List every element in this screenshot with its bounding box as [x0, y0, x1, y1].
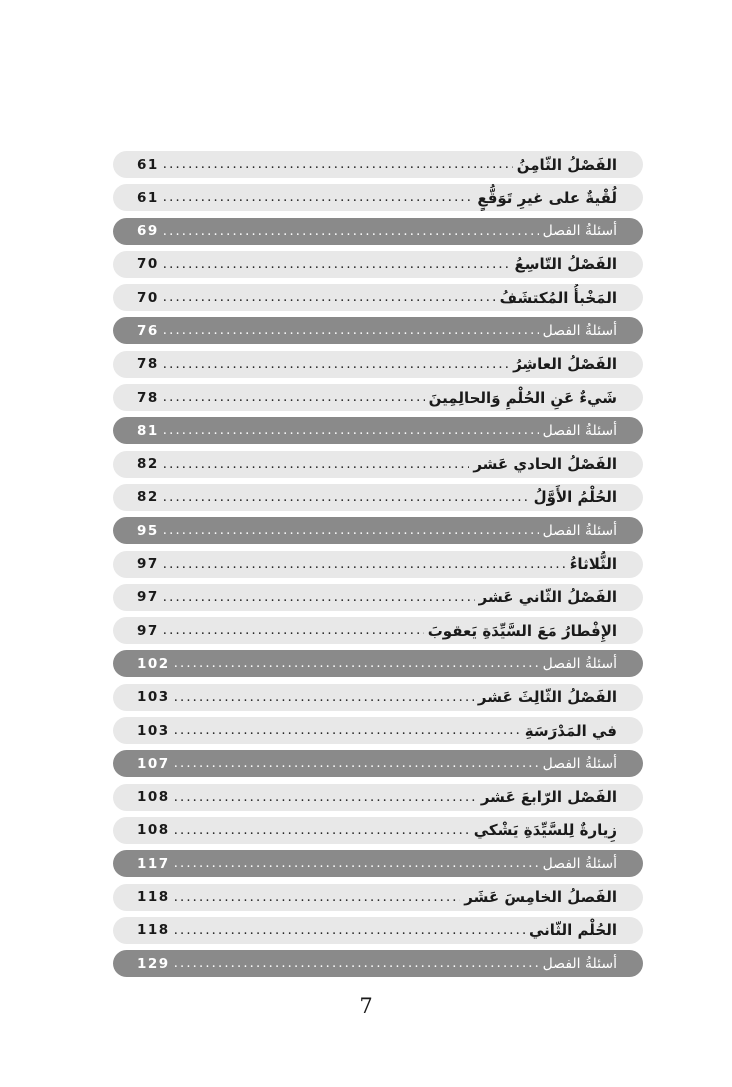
toc-dot-leader: [163, 251, 511, 278]
toc-entry-title: المَخْبأُ المُكتشَفُ: [499, 288, 617, 307]
toc-entry-title: أسئلةُ الفصل: [542, 223, 617, 240]
toc-dot-leader: [174, 950, 539, 977]
toc-row-questions[interactable]: [113, 950, 643, 977]
toc-page-number: 78: [137, 389, 159, 406]
toc-entry-title: الثُّلاثاءُ: [569, 555, 617, 574]
toc-row[interactable]: [113, 384, 643, 411]
toc-dot-leader: [163, 451, 470, 478]
toc-dot-leader: [163, 617, 424, 644]
toc-row-questions[interactable]: [113, 750, 643, 777]
toc-entry-title: زِيارةٌ لِلسَّيِّدَةِ يَشْكي: [473, 821, 617, 840]
toc-page-number: 118: [137, 889, 170, 906]
toc-page-number: 103: [137, 689, 170, 706]
toc-dot-leader: [163, 584, 475, 611]
toc-page-number: 103: [137, 722, 170, 739]
toc-page-number: 97: [137, 622, 159, 639]
toc-row-questions[interactable]: [113, 218, 643, 245]
toc-page-number: 97: [137, 556, 159, 573]
toc-page-number: 95: [137, 522, 159, 539]
toc-dot-leader: [174, 650, 539, 677]
toc-dot-leader: [174, 817, 470, 844]
toc-page-number: 69: [137, 223, 159, 240]
toc-page-number: 82: [137, 489, 159, 506]
toc-dot-leader: [163, 517, 539, 544]
toc-row-questions[interactable]: [113, 650, 643, 677]
toc-entry-title: الفَصْلُ الحادي عَشر: [473, 455, 617, 474]
toc-row-questions[interactable]: [113, 317, 643, 344]
toc-page-number: 108: [137, 822, 170, 839]
page-number: 7: [359, 994, 373, 1018]
toc-entry-title: الفَصْلُ التّاسِعُ: [514, 255, 617, 274]
toc-dot-leader: [174, 850, 539, 877]
toc-dot-leader: [174, 784, 477, 811]
toc-row[interactable]: [113, 717, 643, 744]
toc-row[interactable]: [113, 484, 643, 511]
toc-dot-leader: [163, 218, 539, 245]
toc-row[interactable]: [113, 817, 643, 844]
toc-dot-leader: [163, 551, 566, 578]
toc-dot-leader: [174, 917, 525, 944]
toc-row[interactable]: [113, 584, 643, 611]
toc-page-number: 82: [137, 456, 159, 473]
toc-page-number: 81: [137, 422, 159, 439]
toc-page-number: 61: [137, 189, 159, 206]
toc-row-questions[interactable]: [113, 517, 643, 544]
toc-entry-title: الإِفْطارُ مَعَ السَّيِّدَةِ يَعقوبَ: [427, 621, 617, 640]
toc-entry-title: الفَصْلُ الثّالِثَ عَشر: [477, 688, 617, 707]
toc-entry-title: الفَصْل الرّابعَ عَشر: [480, 788, 617, 807]
toc-page-number: 108: [137, 789, 170, 806]
toc-dot-leader: [174, 717, 521, 744]
toc-row[interactable]: [113, 917, 643, 944]
toc-row[interactable]: [113, 251, 643, 278]
table-of-contents: [113, 151, 643, 983]
toc-row[interactable]: [113, 451, 643, 478]
toc-row[interactable]: [113, 784, 643, 811]
toc-dot-leader: [163, 417, 539, 444]
toc-dot-leader: [174, 684, 474, 711]
toc-row[interactable]: [113, 884, 643, 911]
toc-entry-title: أسئلةُ الفصل: [542, 755, 617, 772]
toc-page-number: 107: [137, 755, 170, 772]
toc-entry-title: أسئلةُ الفصل: [542, 522, 617, 539]
toc-dot-leader: [163, 351, 509, 378]
toc-entry-title: أسئلةُ الفصل: [542, 855, 617, 872]
toc-row[interactable]: [113, 184, 643, 211]
toc-row[interactable]: [113, 351, 643, 378]
toc-entry-title: الفَصْلُ الثّامِنُ: [516, 155, 617, 174]
toc-dot-leader: [163, 151, 513, 178]
toc-entry-title: أسئلةُ الفصل: [542, 322, 617, 339]
toc-page-number: 129: [137, 955, 170, 972]
toc-entry-title: في المَدْرَسَةِ: [524, 721, 617, 740]
toc-entry-title: الفَصْلُ العاشِرُ: [513, 355, 617, 374]
toc-entry-title: أسئلةُ الفصل: [542, 955, 617, 972]
toc-row[interactable]: [113, 684, 643, 711]
toc-entry-title: الفَصْلُ الثّاني عَشر: [478, 588, 617, 607]
toc-page-number: 76: [137, 322, 159, 339]
toc-row[interactable]: [113, 151, 643, 178]
toc-dot-leader: [174, 884, 461, 911]
toc-entry-title: شَيءٌ عَنِ الحُلْمِ وَالحالِمِينَ: [428, 388, 617, 407]
toc-row-questions[interactable]: [113, 850, 643, 877]
toc-entry-title: الحُلْمُ الأَوَّلُ: [533, 488, 617, 507]
toc-dot-leader: [163, 384, 425, 411]
toc-page-number: 97: [137, 589, 159, 606]
toc-page-number: 118: [137, 922, 170, 939]
toc-row[interactable]: [113, 284, 643, 311]
toc-dot-leader: [163, 484, 530, 511]
toc-page-number: 117: [137, 855, 170, 872]
toc-entry-title: أسئلةُ الفصل: [542, 422, 617, 439]
toc-page-number: 102: [137, 655, 170, 672]
toc-dot-leader: [163, 284, 496, 311]
toc-page-number: 78: [137, 356, 159, 373]
toc-page-number: 70: [137, 256, 159, 273]
toc-dot-leader: [174, 750, 539, 777]
toc-page-number: 70: [137, 289, 159, 306]
toc-dot-leader: [163, 184, 474, 211]
toc-row[interactable]: [113, 617, 643, 644]
toc-entry-title: الحُلْم الثّاني: [528, 921, 617, 940]
toc-page-number: 61: [137, 156, 159, 173]
toc-row-questions[interactable]: [113, 417, 643, 444]
toc-entry-title: لُقْيةٌ على غيرِ تَوَقُّعٍ: [477, 188, 617, 207]
toc-entry-title: أسئلةُ الفصل: [542, 655, 617, 672]
toc-dot-leader: [163, 317, 539, 344]
toc-entry-title: الفَصلُ الخامِسَ عَشَر: [464, 888, 617, 907]
toc-row[interactable]: [113, 551, 643, 578]
